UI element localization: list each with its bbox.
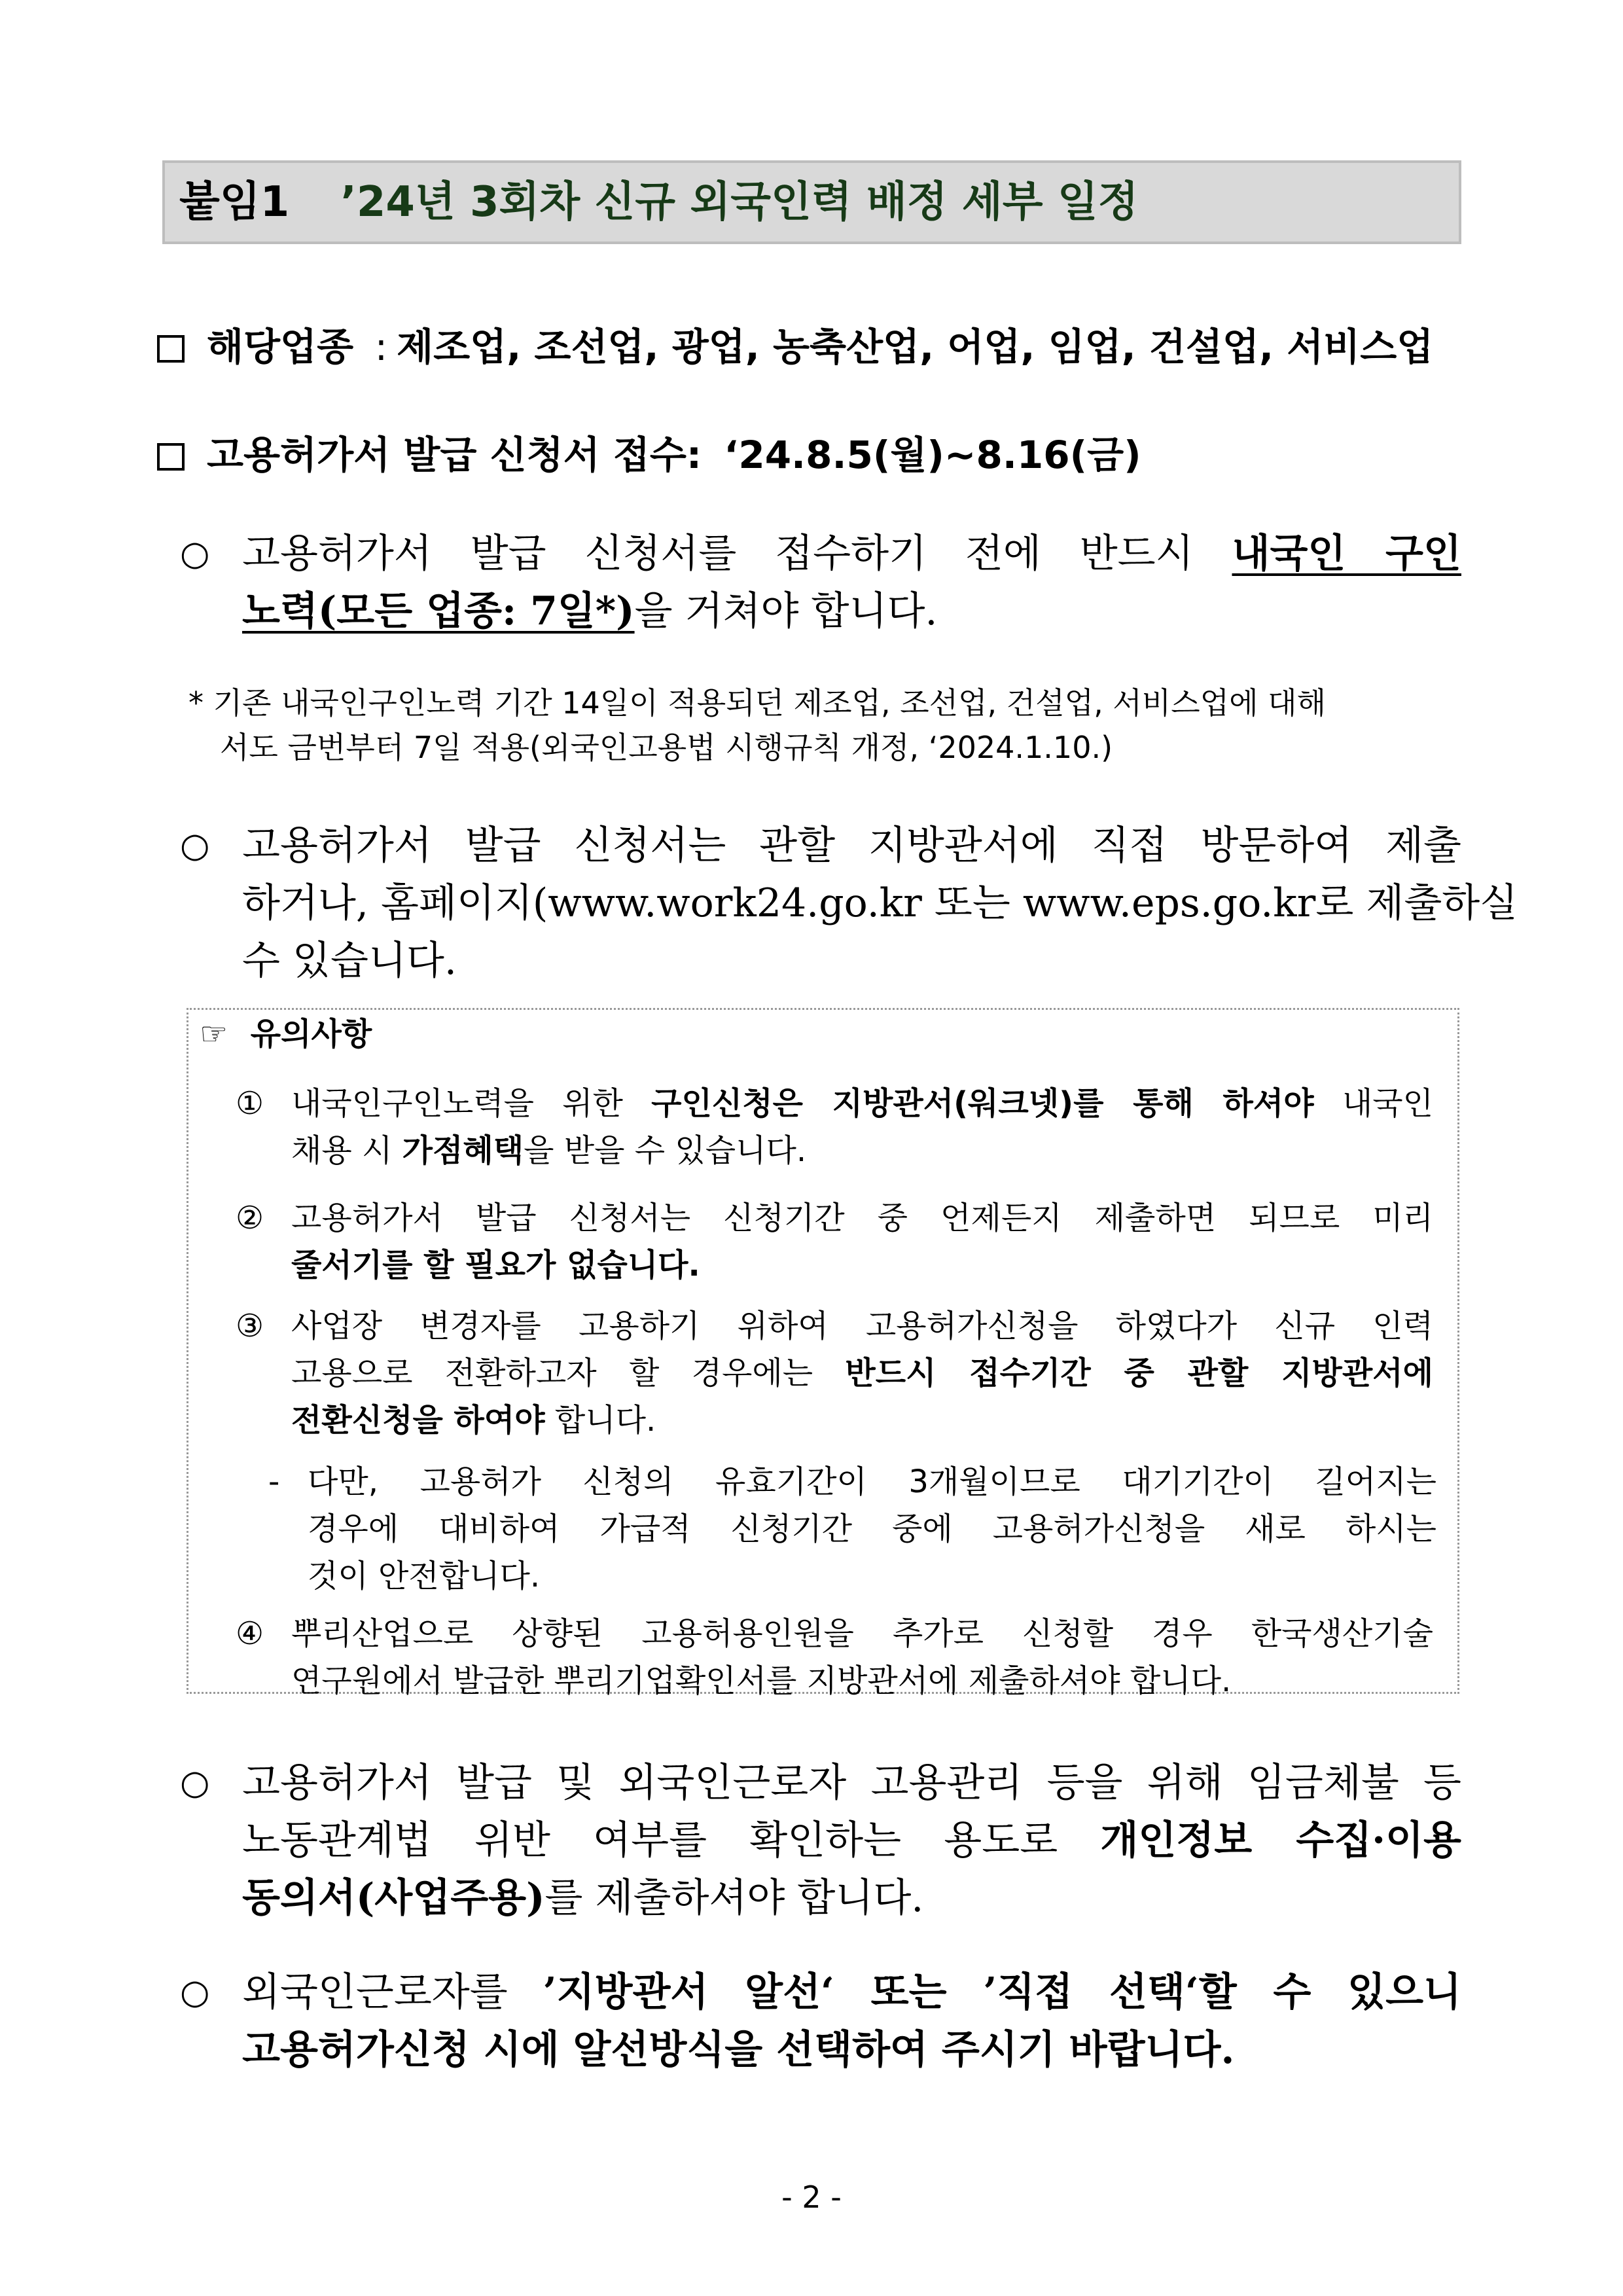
item3-emphasis-2: 전환신청을 하여야 [291,1402,545,1439]
para2-or: 또는 [921,880,1023,926]
item3-text: 고용으로 전환하고자 할 경우에는 [291,1355,846,1391]
section-industries [157,321,1433,373]
item4-line-1: 뿌리산업으로 상향된 고용허용인원을 추가로 신청할 경우 한국생산기술 [291,1615,1433,1652]
caution-item-4 [236,1610,1433,1704]
caution-item-3 [236,1302,1433,1444]
para3-text-end: 를 제출하셔야 합니다. [544,1875,924,1921]
item3-text-end: 합니다. [544,1402,656,1439]
subnote-line-3: 것이 안전합니다. [308,1558,541,1594]
paragraph-privacy-consent [180,1754,1461,1927]
item2-line-1: 고용허가서 발급 신청서는 신청기간 중 언제든지 제출하면 되므로 미리 [291,1200,1433,1236]
circle-bullet-icon: ○ [180,1973,210,2012]
caution-item-1 [236,1080,1433,1174]
item1-text: 내국인구인노력을 위한 [291,1085,652,1122]
footnote [188,681,1461,770]
paragraph-submission-method [180,817,1518,990]
footnote-line-1: * 기존 내국인구인노력 기간 14일이 적용되던 제조업, 조선업, 건설업, 서비스업에 대해 [188,685,1327,721]
para1-text-2: 을 거쳐야 합니다. [634,588,938,634]
para2-line-3: 수 있습니다. [242,938,457,984]
para2-text-end: 로 제출하실 [1315,880,1518,926]
para2-line-1: 고용허가서 발급 신청서는 관할 지방관서에 직접 방문하여 제출 [242,823,1461,869]
section-application-period [157,429,1141,481]
title-text: ’24년 3회차 신규 외국인력 배정 세부 일정 [340,178,1139,226]
item1-text-end: 내국인 [1313,1085,1433,1122]
para3-text: 노동관계법 위반 여부를 확인하는 용도로 [242,1818,1101,1863]
item3-line-1: 사업장 변경자를 고용하기 위하여 고용허가신청을 하였다가 신규 인력 [291,1308,1433,1344]
para4-emphasis: ’지방관서 알선‘ 또는 ’직접 선택‘할 수 있으니 [543,1969,1461,2015]
paragraph-job-search-effort [180,525,1461,640]
circle-bullet-icon: ○ [180,826,210,865]
para1-emphasis-2: 노력(모든 업종: 7일*) [242,588,635,634]
circle-bullet-icon: ○ [180,1763,210,1803]
caution-item-2 [236,1194,1433,1289]
item1-text-2: 채용 시 [291,1132,402,1169]
paragraph-placement-method [180,1964,1461,2079]
caution-subnote [268,1458,1436,1600]
para2-text: 하거나, 홈페이지( [242,880,548,926]
attachment-label: 붙임1 [179,178,290,226]
item-number: ② [236,1200,264,1236]
work24-link[interactable]: www.work24.go.kr [548,880,922,926]
application-label: 고용허가서 발급 신청서 접수: [207,433,702,477]
para3-emphasis-2: 동의서(사업주용) [242,1875,545,1921]
dash-bullet: - [268,1463,280,1500]
industries-separator: : [374,325,388,369]
eps-link[interactable]: www.eps.go.kr [1022,880,1316,926]
checkbox-square-icon [157,443,185,471]
item1-emphasis-2: 가점혜택 [402,1132,524,1169]
para4-line-2: 고용허가신청 시에 알선방식을 선택하여 주시기 바랍니다. [242,2027,1235,2073]
item4-line-2: 연구원에서 발급한 뿌리기업확인서를 지방관서에 제출하셔야 합니다. [291,1662,1232,1699]
footnote-line-2: 서도 금번부터 7일 적용(외국인고용법 시행규칙 개정, ‘2024.1.10.) [220,730,1113,765]
para3-emphasis: 개인정보 수집·이용 [1100,1818,1461,1863]
caution-title: 유의사항 [250,1016,372,1052]
application-period: ‘24.8.5(월)~8.16(금) [724,433,1141,477]
item1-emphasis: 구인신청은 지방관서(워크넷)를 통해 하셔야 [651,1085,1314,1122]
subnote-line-2: 경우에 대비하여 가급적 신청기간 중에 고용허가신청을 새로 하시는 [308,1511,1436,1547]
checkbox-square-icon [157,335,185,363]
industries-value: 제조업, 조선업, 광업, 농축산업, 어업, 임업, 건설업, 서비스업 [397,325,1434,369]
caution-heading [200,1011,372,1057]
page-title [162,160,1461,244]
item1-text-3: 을 받을 수 있습니다. [524,1132,807,1169]
para3-line-1: 고용허가서 발급 및 외국인근로자 고용관리 등을 위해 임금체불 등 [242,1760,1461,1806]
circle-bullet-icon: ○ [180,534,210,573]
para4-text: 외국인근로자를 [242,1969,543,2015]
item3-emphasis: 반드시 접수기간 중 관할 지방관서에 [845,1355,1433,1391]
pointing-hand-icon: ☞ [200,1016,228,1052]
industries-label: 해당업종 [207,325,354,369]
item2-line-2: 줄서기를 할 필요가 없습니다. [291,1247,700,1283]
para1-text: 고용허가서 발급 신청서를 접수하기 전에 반드시 [242,531,1232,577]
subnote-line-1: 다만, 고용허가 신청의 유효기간이 3개월이므로 대기기간이 길어지는 [308,1463,1436,1500]
page-number: - 2 - [781,2179,842,2215]
item-number: ③ [236,1308,264,1344]
item-number: ① [236,1085,264,1122]
item-number: ④ [236,1615,264,1652]
para1-emphasis: 내국인 구인 [1232,531,1461,577]
